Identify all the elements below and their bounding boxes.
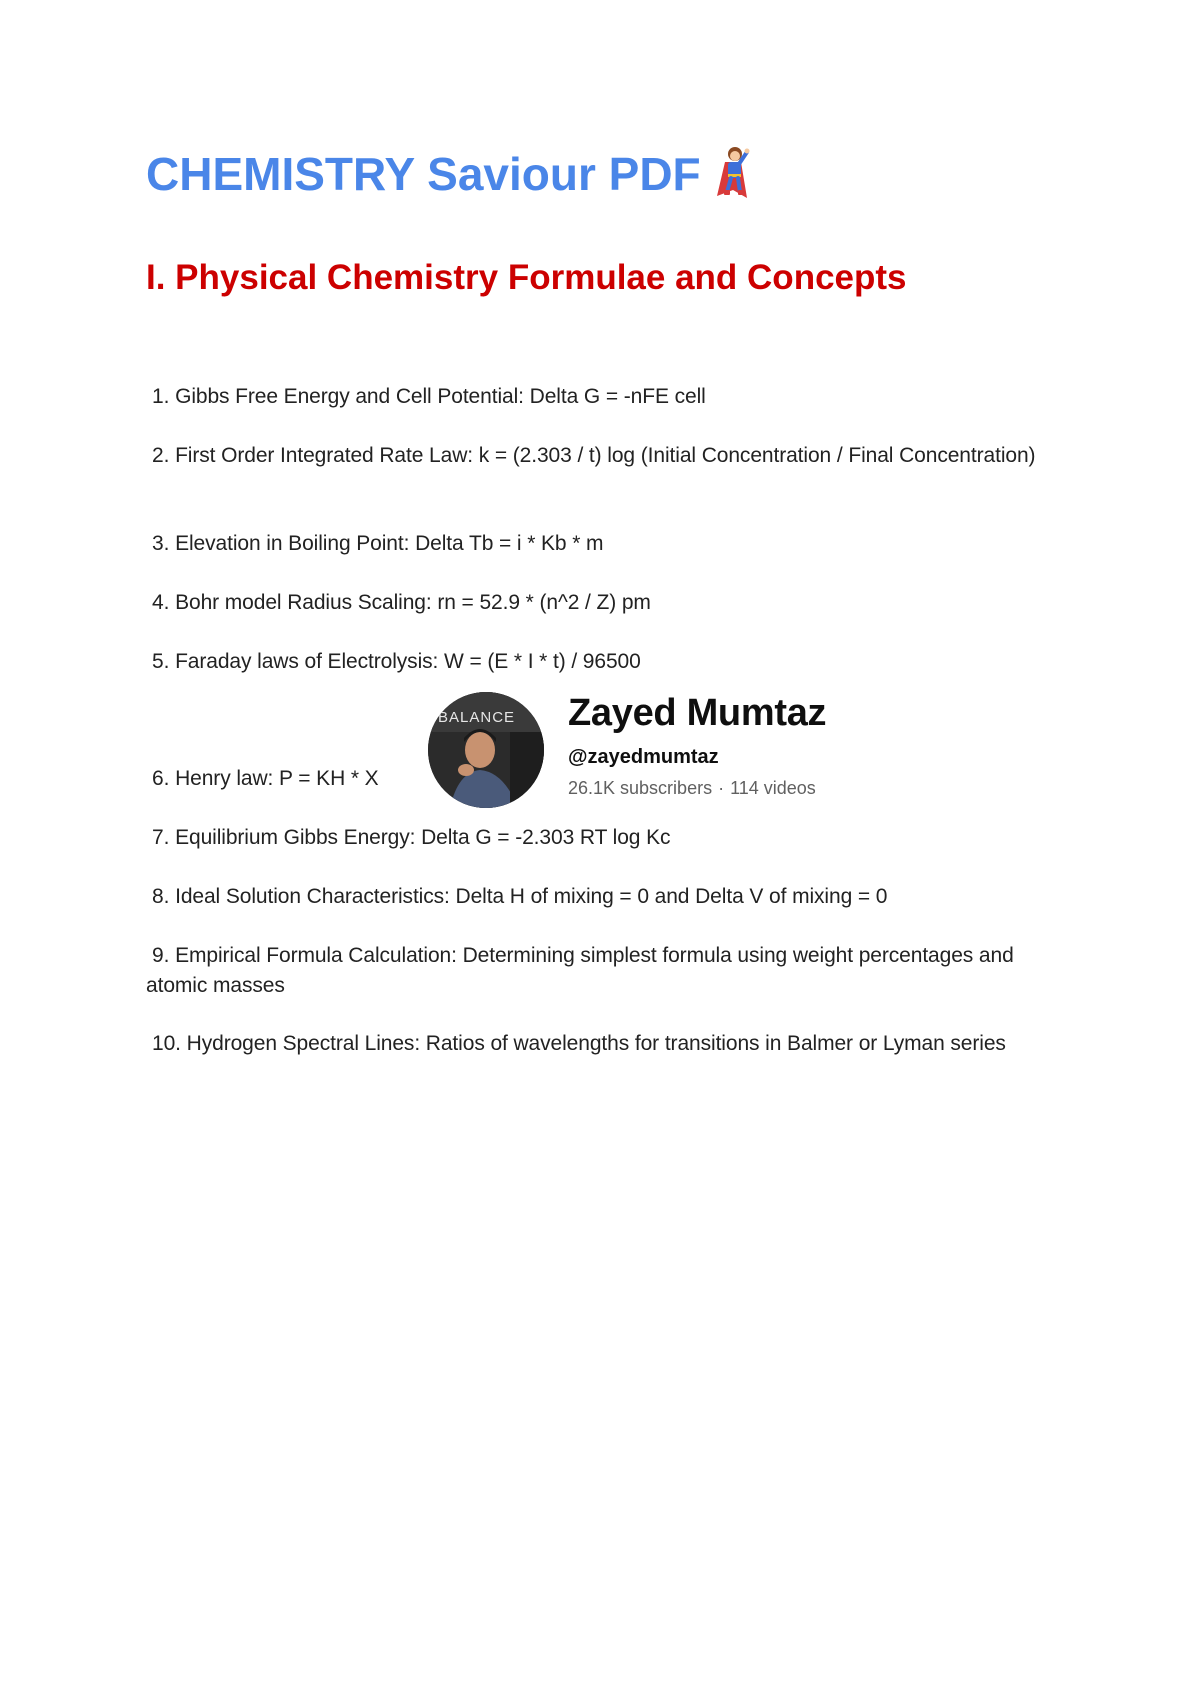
list-item-text: Empirical Formula Calculation: Determining simplest formula using weight percentages and atomic masses [146,944,1014,997]
list-item [146,647,1046,677]
superhero-icon [713,146,753,202]
list-item-text: Ideal Solution Characteristics: Delta H of mixing = 0 and Delta V of mixing = 0 [175,885,888,908]
list-item-number: 9. [152,944,170,967]
list-item [146,823,1046,853]
list-item-number: 5. [152,650,170,673]
list-item [146,882,1046,912]
list-item-number: 8. [152,885,170,908]
document-title-text: CHEMISTRY Saviour PDF [146,148,701,200]
list-item [146,764,406,794]
list-item [146,441,1046,471]
subscriber-count: 26.1K subscribers [568,778,713,798]
list-item-text: Faraday laws of Electrolysis: W = (E * I * t) / 96500 [175,650,641,673]
channel-handle: @zayedmumtaz [568,746,719,768]
list-item-number: 10. [152,1032,181,1055]
list-item [146,588,1046,618]
stats-separator: · [718,778,725,798]
list-item-text: Bohr model Radius Scaling: rn = 52.9 * (n^2 / Z) pm [175,591,651,614]
list-item-number: 3. [152,532,170,555]
section-heading: I. Physical Chemistry Formulae and Concepts [146,258,907,297]
list-item-number: 1. [152,385,170,408]
list-item-text: Elevation in Boiling Point: Delta Tb = i * Kb * m [175,532,604,555]
avatar-text: BALANCE [438,709,516,726]
list-item-number: 2. [152,444,170,467]
channel-stats [568,778,816,799]
list-item-text: Equilibrium Gibbs Energy: Delta G = -2.303 RT log Kc [175,826,671,849]
list-item-text: First Order Integrated Rate Law: k = (2.303 / t) log (Initial Concentration / Final Concentration) [175,444,1036,467]
list-item-text: Gibbs Free Energy and Cell Potential: Delta G = -nFE cell [175,385,706,408]
video-count: 114 videos [730,778,816,798]
list-item-number: 6. [152,767,170,790]
list-item-text: Hydrogen Spectral Lines: Ratios of wavelengths for transitions in Balmer or Lyman series [186,1032,1006,1055]
list-item-number: 7. [152,826,170,849]
list-item [146,382,1046,412]
list-item [146,529,1046,559]
channel-name[interactable]: Zayed Mumtaz [568,692,827,734]
list-item [146,941,1046,1001]
list-item-number: 4. [152,591,170,614]
avatar[interactable] [428,692,544,808]
list-item [146,1029,1026,1059]
document-title [146,146,753,202]
list-item-text: Henry law: P = KH * X [175,767,379,790]
channel-card[interactable] [428,688,868,810]
